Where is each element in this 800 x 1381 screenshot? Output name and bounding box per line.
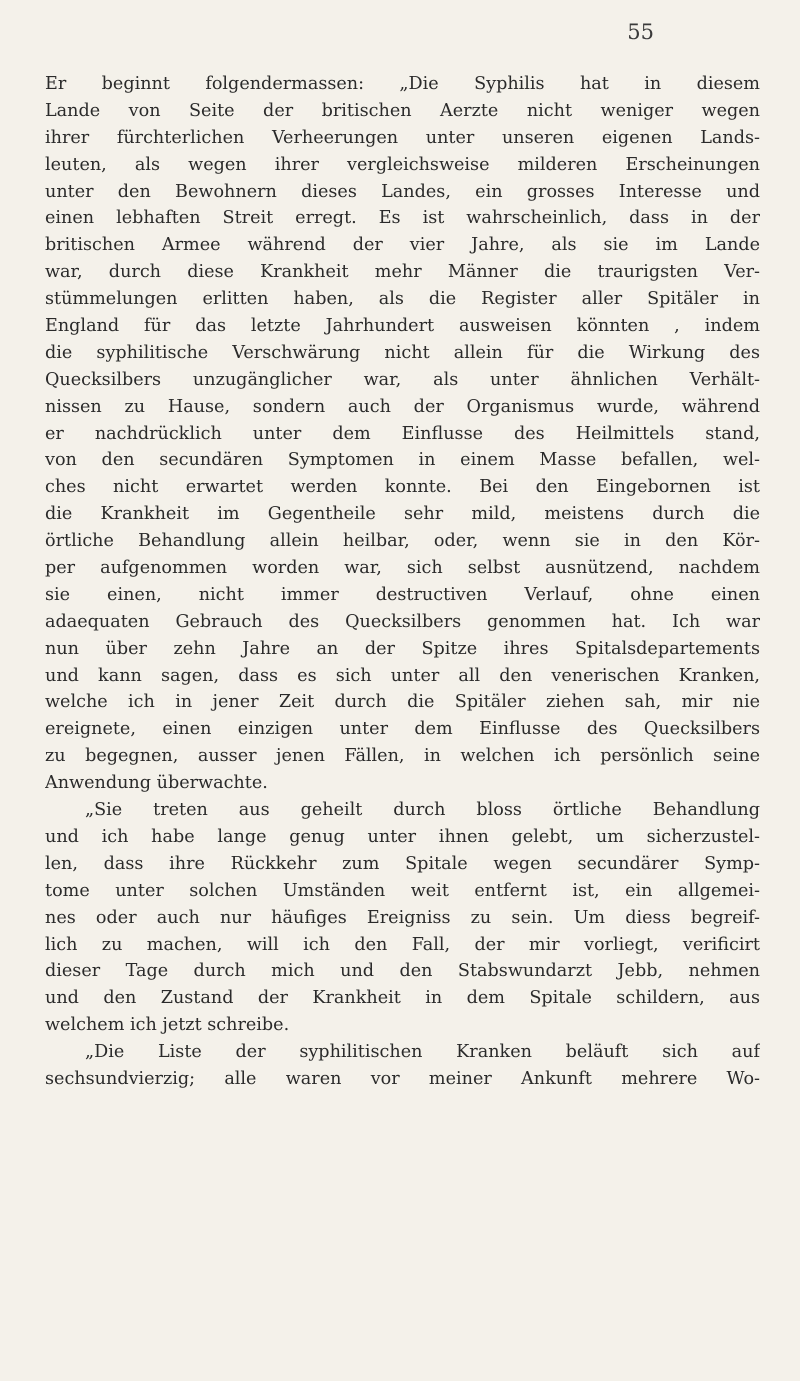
text-line: England für das letzte Jahrhundert ausweisen könnten , indem bbox=[45, 316, 760, 337]
text-line: per aufgenommen worden war, sich selbst ausnützend, nachdem bbox=[45, 558, 760, 579]
text-line: örtliche Behandlung allein heilbar, oder, wenn sie in den Kör- bbox=[45, 531, 760, 552]
text-line: dieser Tage durch mich und den Stabswundarzt Jebb, nehmen bbox=[45, 961, 760, 982]
text-line: die syphilitische Verschwärung nicht allein für die Wirkung des bbox=[45, 342, 760, 363]
text-line: nissen zu Hause, sondern auch der Organismus wurde, während bbox=[45, 396, 760, 417]
text-line: die Krankheit im Gegentheile sehr mild, meistens durch die bbox=[45, 504, 760, 525]
body-text bbox=[45, 71, 760, 1093]
text-line: stümmelungen erlitten haben, als die Register aller Spitäler in bbox=[45, 289, 760, 310]
text-line: tome unter solchen Umständen weit entfernt ist, ein allgemei- bbox=[45, 880, 760, 901]
text-line: und ich habe lange genug unter ihnen gelebt, um sicherzustel- bbox=[45, 826, 760, 847]
text-line: adaequaten Gebrauch des Quecksilbers genommen hat. Ich war bbox=[45, 611, 760, 632]
text-line: nes oder auch nur häufiges Ereigniss zu sein. Um diess begreif- bbox=[45, 907, 760, 928]
text-line: lich zu machen, will ich den Fall, der mir vorliegt, verificirt bbox=[45, 934, 760, 955]
text-line: ihrer fürchterlichen Verheerungen unter unseren eigenen Lands- bbox=[45, 127, 760, 148]
text-line: „Sie treten aus geheilt durch bloss örtliche Behandlung bbox=[85, 800, 760, 821]
text-line: Quecksilbers unzugänglicher war, als unter ähnlichen Verhält- bbox=[45, 369, 760, 390]
text-line: zu begegnen, ausser jenen Fällen, in welchen ich persönlich seine bbox=[45, 746, 760, 767]
page-number: 55 bbox=[627, 20, 654, 44]
text-line: sechsundvierzig; alle waren vor meiner Ankunft mehrere Wo- bbox=[45, 1068, 760, 1089]
text-line: von den secundären Symptomen in einem Masse befallen, wel- bbox=[45, 450, 760, 471]
text-line: war, durch diese Krankheit mehr Männer die traurigsten Ver- bbox=[45, 262, 760, 283]
text-line: ches nicht erwartet werden konnte. Bei den Eingebornen ist bbox=[45, 477, 760, 498]
text-line: Er beginnt folgendermassen: „Die Syphilis hat in diesem bbox=[45, 74, 760, 94]
text-line: sie einen, nicht immer destructiven Verlauf, ohne einen bbox=[45, 584, 760, 605]
text-line: und den Zustand der Krankheit in dem Spitale schildern, aus bbox=[45, 988, 760, 1009]
text-line: Lande von Seite der britischen Aerzte nicht weniger wegen bbox=[45, 100, 760, 121]
text-line: len, dass ihre Rückkehr zum Spitale wegen secundärer Symp- bbox=[45, 853, 760, 874]
text-line: welchem ich jetzt schreibe. bbox=[45, 1015, 290, 1036]
text-line: welche ich in jener Zeit durch die Spitäler ziehen sah, mir nie bbox=[45, 692, 760, 713]
text-line: Anwendung überwachte. bbox=[45, 773, 268, 794]
text-line: „Die Liste der syphilitischen Kranken beläuft sich auf bbox=[85, 1042, 760, 1063]
text-line: ereignete, einen einzigen unter dem Einflusse des Quecksilbers bbox=[45, 719, 760, 740]
text-line: nun über zehn Jahre an der Spitze ihres Spitalsdepartements bbox=[45, 638, 760, 659]
text-line: unter den Bewohnern dieses Landes, ein grosses Interesse und bbox=[45, 181, 760, 202]
text-line: britischen Armee während der vier Jahre, als sie im Lande bbox=[45, 235, 760, 256]
text-line: und kann sagen, dass es sich unter all den venerischen Kranken, bbox=[45, 665, 760, 686]
text-line: er nachdrücklich unter dem Einflusse des Heilmittels stand, bbox=[45, 423, 760, 444]
text-line: leuten, als wegen ihrer vergleichsweise milderen Erscheinungen bbox=[45, 154, 760, 175]
text-line: einen lebhaften Streit erregt. Es ist wahrscheinlich, dass in der bbox=[45, 208, 760, 229]
